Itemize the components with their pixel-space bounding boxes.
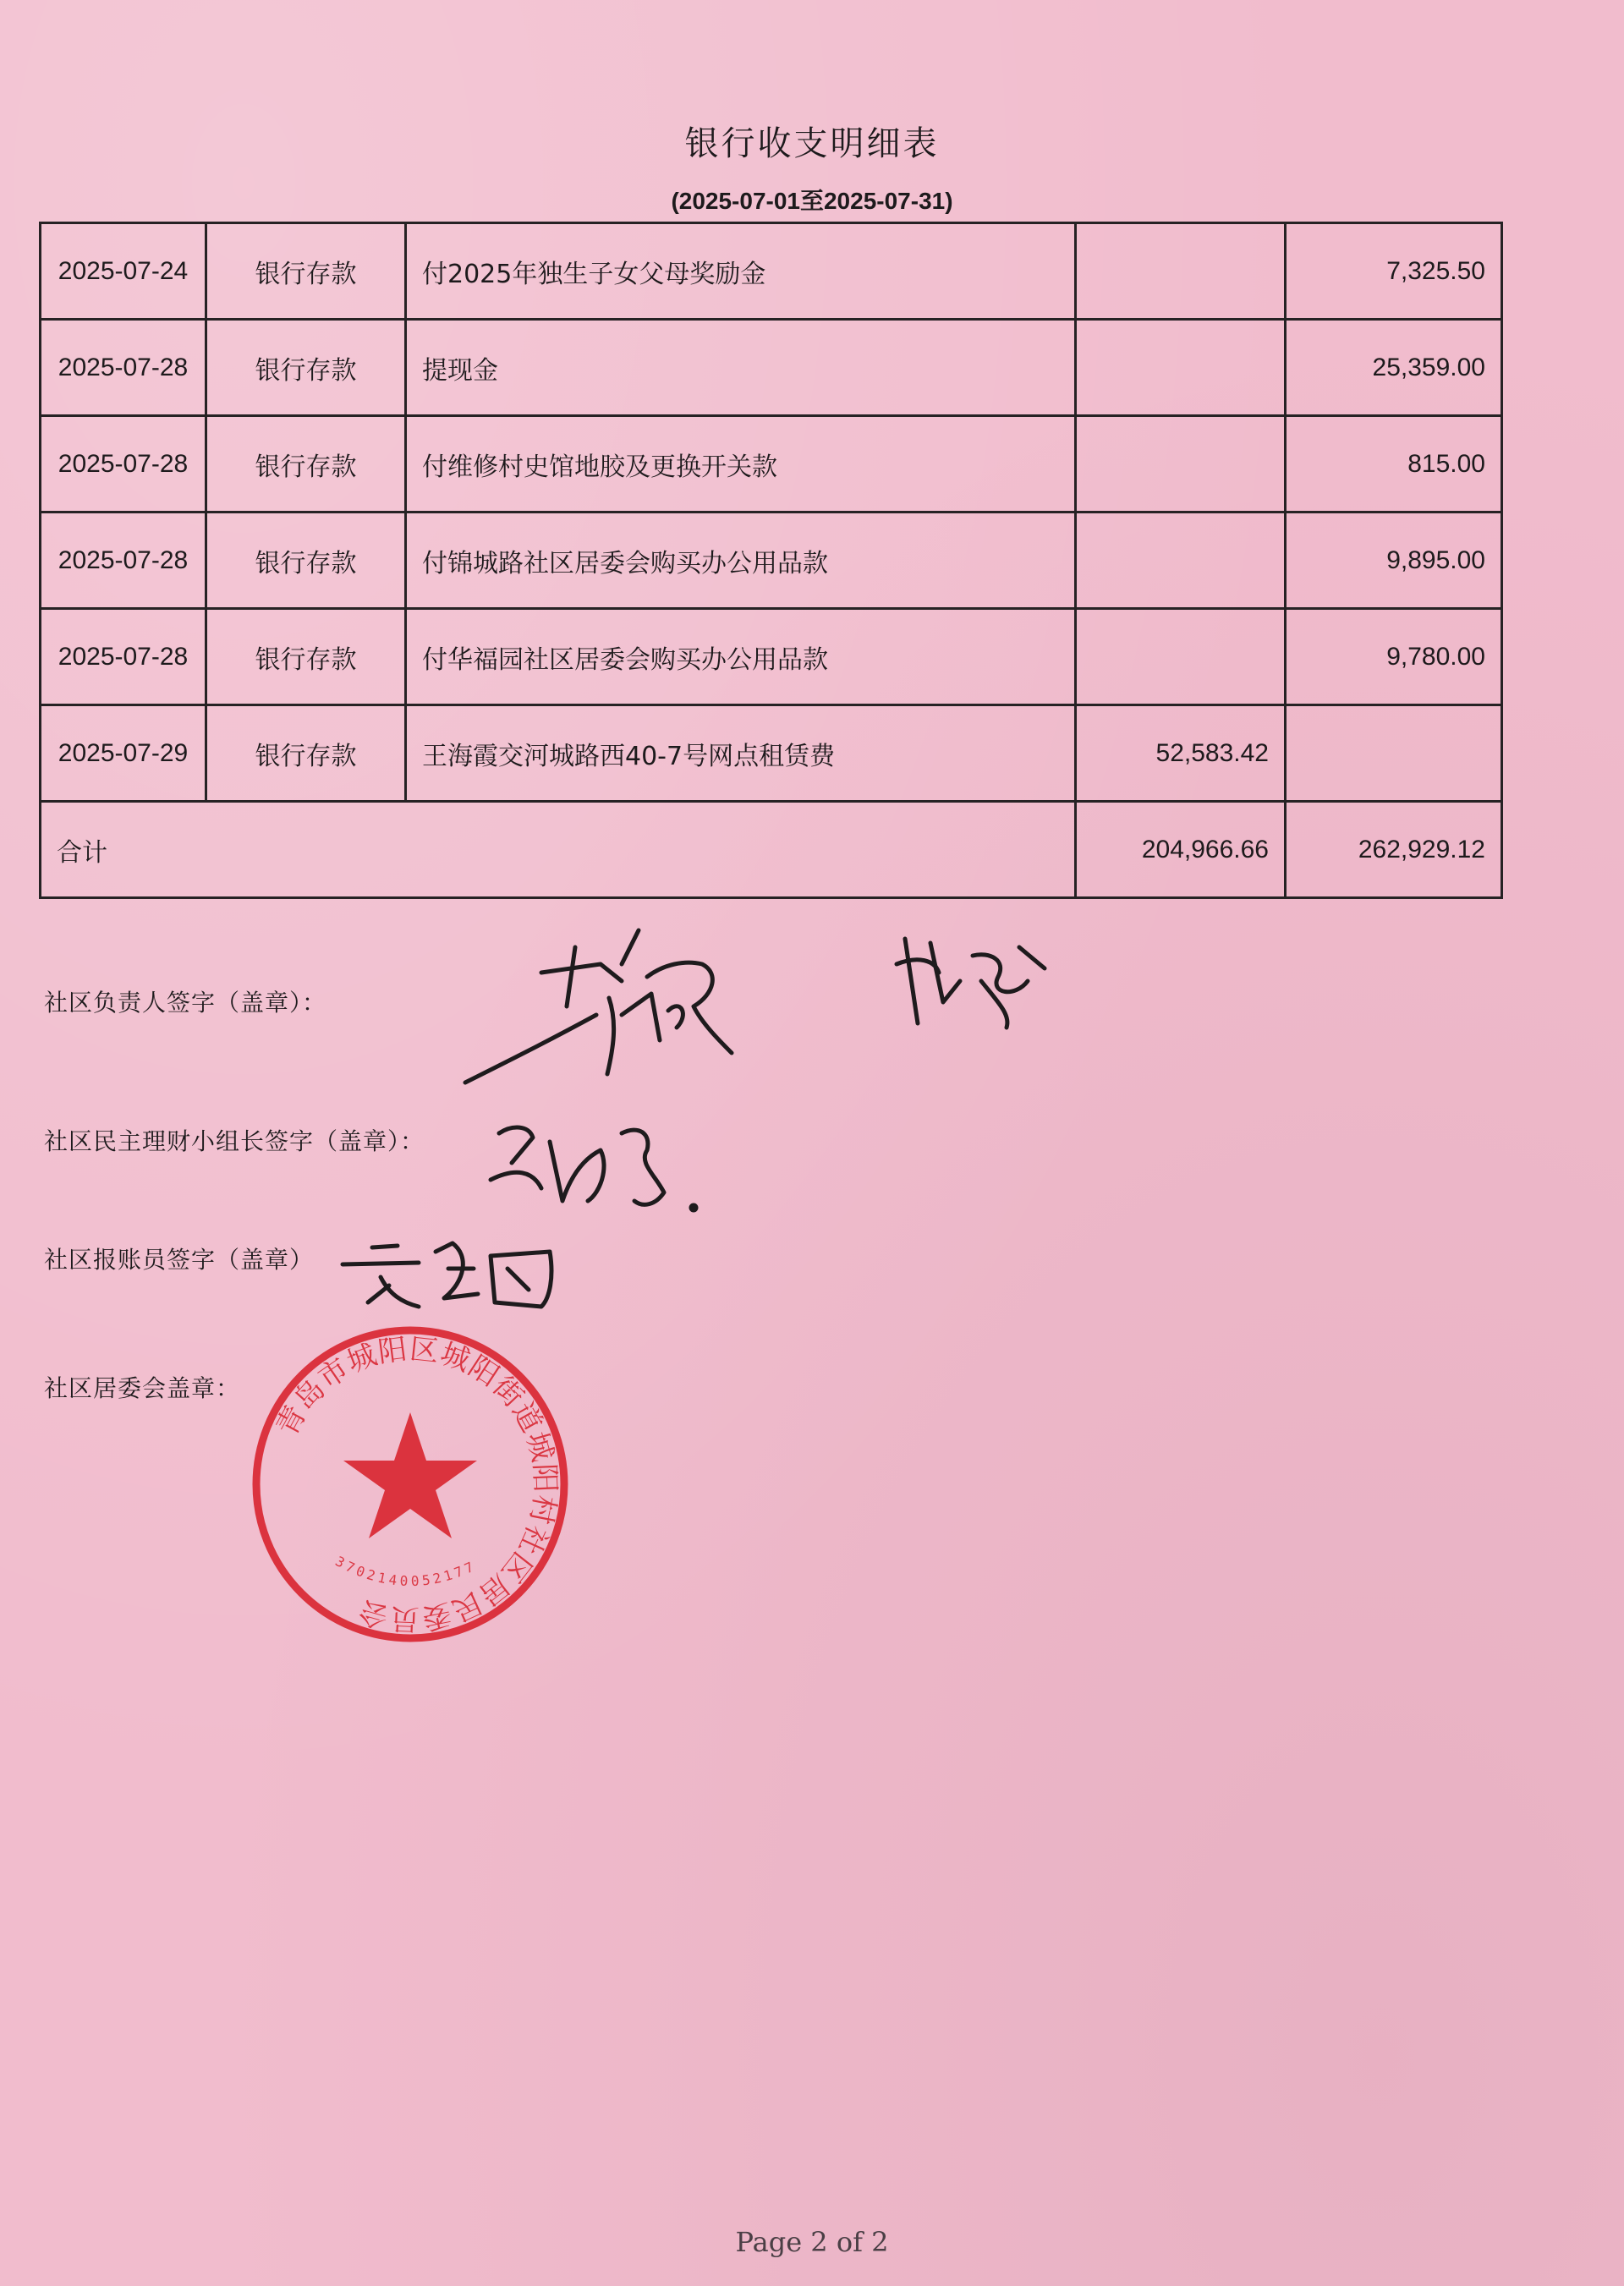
row-account: 银行存款 [206,320,406,416]
table-row [41,416,1502,513]
row-account: 银行存款 [206,416,406,513]
row-account: 银行存款 [206,705,406,802]
row-account: 银行存款 [206,223,406,320]
row-date: 2025-07-28 [41,513,206,609]
total-label: 合计 [41,802,1076,898]
committee-seal-label: 社区居委会盖章： [44,1374,241,1402]
accountant-signature-mark [338,1231,575,1324]
row-date: 2025-07-29 [41,705,206,802]
row-expense [1286,705,1502,802]
star-icon [343,1412,477,1538]
document-title: 银行收支明细表 [684,124,940,163]
committee-seal [245,1319,575,1649]
row-description: 王海霞交河城路西40-7号网点租赁费 [406,705,1076,802]
row-description: 付2025年独生子女父母奖励金 [406,223,1076,320]
leader-signature-mark [448,913,753,1099]
table-row [41,705,1502,802]
ledger-body [41,223,1502,898]
total-row [41,802,1502,898]
table-row [41,223,1502,320]
row-account: 银行存款 [206,609,406,705]
finance-group-signature-mark [482,1099,719,1226]
second-leader-signature-mark [880,922,1066,1040]
page-footer: Page 2 of 2 [735,2226,889,2258]
row-expense: 7,325.50 [1286,223,1502,320]
row-income [1076,513,1286,609]
row-description: 付华福园社区居委会购买办公用品款 [406,609,1076,705]
row-income [1076,223,1286,320]
accountant-signature-label: 社区报账员签字（盖章） [44,1246,315,1274]
total-expense: 262,929.12 [1286,802,1502,898]
seal-number: 3702140052177 [332,1553,480,1590]
row-date: 2025-07-28 [41,609,206,705]
table-row [41,320,1502,416]
row-income: 52,583.42 [1076,705,1286,802]
row-date: 2025-07-24 [41,223,206,320]
total-income: 204,966.66 [1076,802,1286,898]
row-income [1076,609,1286,705]
row-expense: 25,359.00 [1286,320,1502,416]
row-description: 付锦城路社区居委会购买办公用品款 [406,513,1076,609]
row-expense: 815.00 [1286,416,1502,513]
finance-group-signature-label: 社区民主理财小组长签字（盖章）： [44,1127,425,1155]
row-expense: 9,895.00 [1286,513,1502,609]
table-row [41,609,1502,705]
row-description: 提现金 [406,320,1076,416]
row-account: 银行存款 [206,513,406,609]
seal-text: 青岛市城阳区城阳街道城阳村社区居民委员会 [270,1332,562,1636]
row-expense: 9,780.00 [1286,609,1502,705]
svg-text:3702140052177 [332,1553,479,1589]
row-income [1076,320,1286,416]
ledger-table [39,222,1503,899]
row-income [1076,416,1286,513]
table-row [41,513,1502,609]
leader-signature-label: 社区负责人签字（盖章）： [44,989,327,1017]
row-description: 付维修村史馆地胶及更换开关款 [406,416,1076,513]
row-date: 2025-07-28 [41,320,206,416]
row-date: 2025-07-28 [41,416,206,513]
document-period: (2025-07-01至2025-07-31) [671,188,953,214]
